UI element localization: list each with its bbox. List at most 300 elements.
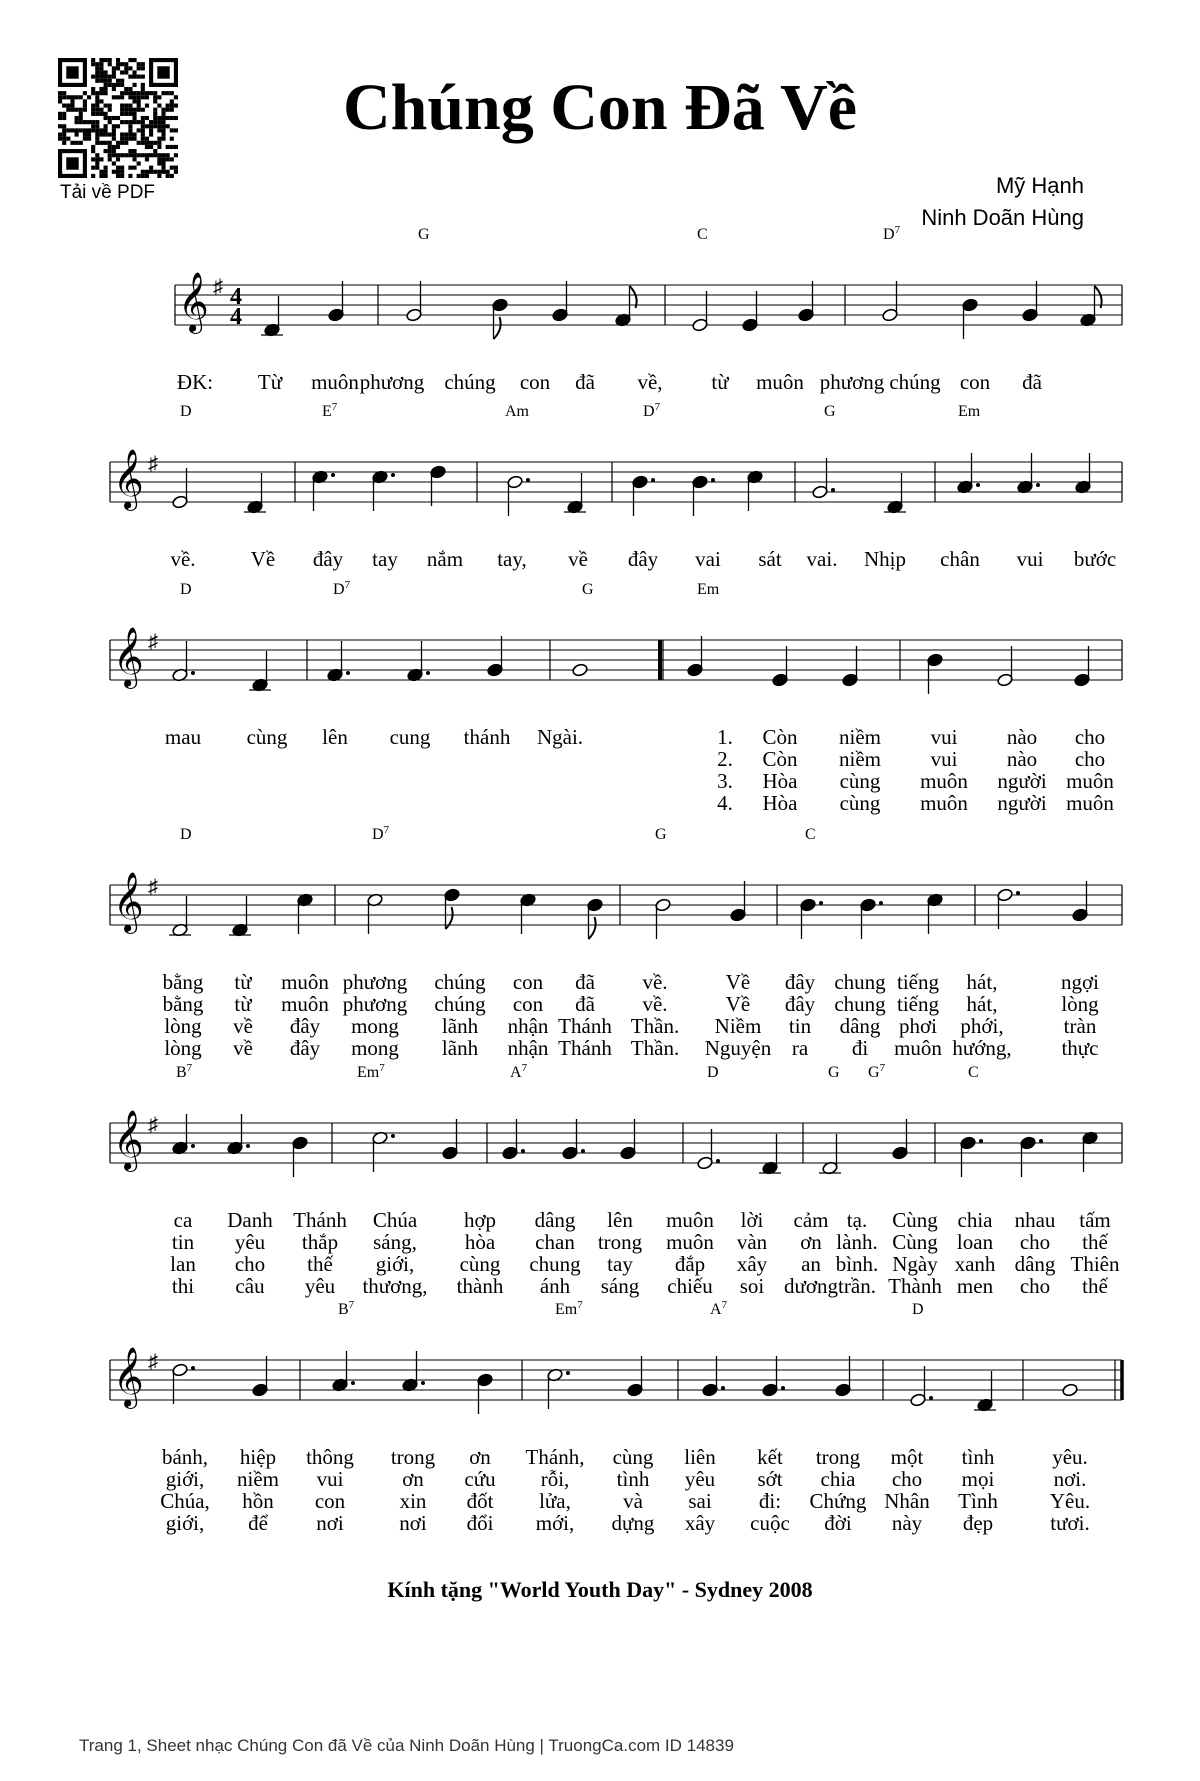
note-flag	[589, 917, 596, 939]
lyric-syllable: người	[997, 791, 1047, 815]
lyric-syllable: Nguyện	[704, 1036, 772, 1060]
lyric-syllable: dương	[784, 1274, 838, 1298]
lyric-syllable: lan	[170, 1252, 196, 1276]
note-head	[552, 308, 569, 322]
note-head	[587, 898, 604, 912]
note-head	[1020, 1136, 1037, 1150]
lyric-syllable: Nhịp	[864, 547, 906, 571]
lyric-syllable: vui	[1016, 547, 1044, 571]
lyric-syllable: tay,	[497, 547, 527, 571]
note-head	[492, 298, 509, 312]
lyric-syllable: thánh	[463, 725, 511, 749]
lyric-syllable: ơn	[402, 1467, 424, 1491]
lyric-syllable: lòng	[164, 1014, 202, 1038]
chord-symbol: $D^7$	[643, 401, 661, 420]
note-head	[1072, 908, 1089, 922]
augmentation-dot	[421, 1381, 425, 1385]
chord-symbol: $D^7$	[372, 824, 390, 843]
lyric-syllable: một	[890, 1445, 924, 1469]
lyric-syllable: niềm	[839, 725, 881, 749]
augmentation-dot	[1036, 483, 1040, 487]
augmentation-dot	[721, 1386, 725, 1390]
lyric-syllable: tươi.	[1050, 1511, 1090, 1535]
time-signature-top: 4	[230, 284, 242, 310]
lyric-syllable: chiếu	[667, 1274, 713, 1298]
lyric-syllable: cho	[1019, 1230, 1051, 1254]
lyric-syllable: hồn	[242, 1489, 274, 1513]
lyric-syllable: thế	[307, 1252, 333, 1276]
augmentation-dot	[819, 901, 823, 905]
note-head	[997, 888, 1014, 902]
treble-clef: 𝄞	[178, 274, 209, 331]
note-head	[962, 298, 979, 312]
lyric-syllable: muôn	[920, 791, 968, 815]
lyric-syllable: xanh	[954, 1252, 996, 1276]
lyric-syllable: an	[801, 1252, 821, 1276]
chord-symbol: C	[968, 1064, 979, 1081]
lyric-syllable: trong	[815, 1445, 861, 1469]
lyric-syllable: cho	[1074, 747, 1106, 771]
music-system-3	[110, 579, 1122, 815]
lyric-syllable: nhận	[507, 1036, 549, 1060]
lyric-syllable: muôn	[1066, 791, 1114, 815]
lyric-syllable: sai	[688, 1489, 712, 1513]
lyric-syllable: muôn	[281, 970, 329, 994]
note-flag	[494, 317, 501, 339]
lyric-syllable: soi	[739, 1274, 765, 1298]
note-head	[562, 1146, 579, 1160]
song-title: Chúng Con Đã Về	[342, 71, 858, 144]
lyric-syllable: cho	[891, 1467, 923, 1491]
lyric-syllable: đã	[575, 370, 595, 394]
lyric-syllable: đây	[312, 547, 344, 571]
lyric-syllable: muôn	[281, 992, 329, 1016]
note-head	[702, 1383, 719, 1397]
augmentation-dot	[979, 1139, 983, 1143]
lyric-syllable: Chúa	[372, 1208, 418, 1232]
lyric-syllable: chung	[529, 1252, 581, 1276]
lyric-syllable: bằng	[162, 970, 204, 994]
lyric-syllable: liên	[684, 1445, 716, 1469]
chord-symbol: D	[180, 403, 192, 420]
lyric-syllable: chúng	[444, 370, 496, 394]
lyric-syllable: men	[956, 1274, 994, 1298]
lyric-syllable: đốt	[466, 1489, 494, 1513]
augmentation-dot	[521, 1149, 525, 1153]
lyric-syllable: Nhân	[884, 1489, 930, 1513]
lyric-syllable: phương	[359, 370, 425, 394]
chord-symbol: Em	[958, 403, 981, 420]
note-head	[172, 1363, 189, 1377]
lyric-syllable: nào	[1006, 725, 1038, 749]
treble-clef: 𝄞	[113, 874, 144, 931]
treble-clef: 𝄞	[113, 629, 144, 686]
lyric-syllable: tràn	[1063, 1014, 1097, 1038]
lyric-syllable: bình.	[835, 1252, 879, 1276]
lyric-syllable: cho	[1074, 725, 1106, 749]
note-head	[882, 308, 899, 322]
lyric-syllable: Thần.	[630, 1036, 680, 1060]
lyric-syllable: loan	[956, 1230, 994, 1254]
augmentation-dot	[1016, 891, 1020, 895]
lyric-syllable: Hòa	[762, 769, 798, 793]
note-head	[812, 485, 829, 499]
chord-symbol: $G^7$	[868, 1062, 886, 1081]
lyric-syllable: mong	[351, 1036, 399, 1060]
chord-symbol: D	[912, 1301, 924, 1318]
lyric-syllable: dâng	[534, 1208, 576, 1232]
note-head	[860, 898, 877, 912]
lyric-syllable: vai.	[806, 547, 838, 571]
lyric-syllable: Thánh	[558, 1014, 612, 1038]
lyric-syllable: tạ.	[846, 1208, 868, 1232]
lyric-syllable: Thiên	[1070, 1252, 1120, 1276]
lyric-syllable: thi	[171, 1274, 195, 1298]
lyric-syllable: giới,	[165, 1511, 205, 1535]
lyric-syllable: dâng	[1014, 1252, 1056, 1276]
lyricist: Mỹ Hạnh	[995, 173, 1084, 198]
lyric-syllable: muôn	[311, 370, 359, 394]
lyric-syllable: cuộc	[750, 1511, 790, 1535]
lyric-syllable: đã	[575, 992, 595, 1016]
lyric-syllable: Còn	[762, 725, 798, 749]
lyric-syllable: chúng	[434, 970, 486, 994]
lyric-syllable: cùng	[246, 725, 288, 749]
augmentation-dot	[581, 1149, 585, 1153]
lyric-syllable: bánh,	[161, 1445, 209, 1469]
key-signature-sharp: ♯	[148, 1351, 158, 1373]
lyric-syllable: vui	[930, 725, 958, 749]
lyric-syllable: người	[997, 769, 1047, 793]
note-head	[1074, 673, 1091, 687]
key-signature-sharp: ♯	[148, 876, 158, 898]
lyric-syllable: từ	[234, 992, 252, 1016]
lyric-syllable: cung	[389, 725, 431, 749]
lyric-syllable: vui	[316, 1467, 344, 1491]
lyric-syllable: giới,	[375, 1252, 415, 1276]
lyric-syllable: lời	[740, 1208, 764, 1232]
augmentation-dot	[426, 671, 430, 675]
lyric-syllable: tay	[607, 1252, 633, 1276]
lyric-syllable: tình	[616, 1467, 650, 1491]
note-head	[444, 888, 461, 902]
lyric-syllable: trần.	[838, 1274, 876, 1298]
lyric-syllable: dâng	[839, 1014, 881, 1038]
lyric-syllable: Còn	[762, 747, 798, 771]
lyric-syllable: yêu	[684, 1467, 716, 1491]
composer: Ninh Doãn Hùng	[921, 205, 1084, 230]
lyric-syllable: thế	[1082, 1230, 1108, 1254]
lyric-syllable: hòa	[464, 1230, 496, 1254]
augmentation-dot	[831, 488, 835, 492]
note-head	[692, 318, 709, 332]
lyric-syllable: phới,	[960, 1014, 1004, 1038]
lyric-syllable: rỗi,	[540, 1467, 570, 1491]
lyric-syllable: bước	[1073, 547, 1117, 571]
lyric-syllable: đã	[1022, 370, 1042, 394]
lyric-syllable: Về	[725, 992, 751, 1016]
note-head	[627, 1383, 644, 1397]
lyric-syllable: trong	[390, 1445, 436, 1469]
lyric-syllable: đổi	[466, 1511, 494, 1535]
chord-symbol: G	[824, 403, 836, 420]
music-system-2	[110, 401, 1122, 571]
note-head	[730, 908, 747, 922]
augmentation-dot	[351, 1381, 355, 1385]
lyric-syllable: 3.	[717, 769, 733, 793]
lyric-syllable: muôn	[666, 1208, 714, 1232]
augmentation-dot	[391, 1134, 395, 1138]
note-head	[632, 475, 649, 489]
chord-symbol: $D^7$	[883, 224, 901, 243]
note-head	[910, 1393, 927, 1407]
lyric-syllable: lãnh	[441, 1014, 479, 1038]
note-head	[772, 673, 789, 687]
lyric-syllable: Về	[250, 547, 276, 571]
lyric-syllable: mọi	[961, 1467, 995, 1491]
augmentation-dot	[391, 473, 395, 477]
note-head	[507, 475, 524, 489]
music-system-1	[175, 224, 1122, 394]
note-head	[927, 653, 944, 667]
lyric-syllable: đã	[575, 970, 595, 994]
lyric-syllable: Chứng	[809, 1489, 867, 1513]
augmentation-dot	[1039, 1139, 1043, 1143]
lyric-syllable: đây	[627, 547, 659, 571]
lyric-syllable: con	[314, 1489, 346, 1513]
lyric-syllable: Cùng	[892, 1230, 938, 1254]
lyric-syllable: thắp	[301, 1230, 339, 1254]
lyric-syllable: nơi.	[1053, 1467, 1087, 1491]
note-head	[655, 898, 672, 912]
note-head	[960, 1136, 977, 1150]
lyric-syllable: câu	[235, 1274, 265, 1298]
lyric-syllable: đẹp	[962, 1511, 994, 1535]
lyric-syllable: phương	[342, 970, 408, 994]
lyric-syllable: thế	[1082, 1274, 1108, 1298]
lyric-syllable: ơn	[469, 1445, 491, 1469]
lyric-syllable: kết	[757, 1445, 783, 1469]
lyric-syllable: giới,	[165, 1467, 205, 1491]
chord-symbol: C	[697, 226, 708, 243]
lyric-syllable: thực	[1061, 1036, 1099, 1060]
lyric-syllable: nơi	[399, 1511, 427, 1535]
note-head	[687, 663, 704, 677]
lyric-syllable: vui	[930, 747, 958, 771]
lyric-syllable: mau	[164, 725, 202, 749]
lyric-syllable: chia	[820, 1467, 856, 1491]
chord-symbol: $A^7$	[710, 1299, 728, 1318]
lyric-syllable: phương	[342, 992, 408, 1016]
lyric-syllable: muôn	[756, 370, 804, 394]
note-head	[697, 1156, 714, 1170]
lyric-syllable: đi:	[758, 1489, 782, 1513]
lyric-syllable: phương	[819, 370, 885, 394]
lyric-syllable: 4.	[717, 791, 733, 815]
note-flag	[446, 907, 453, 929]
lyric-syllable: lòng	[164, 1036, 202, 1060]
augmentation-dot	[976, 483, 980, 487]
lyric-syllable: Thành	[888, 1274, 942, 1298]
lyric-syllable: tấm	[1079, 1208, 1111, 1232]
lyric-syllable: 2.	[717, 747, 733, 771]
lyric-syllable: nào	[1006, 747, 1038, 771]
lyric-syllable: Thánh	[558, 1036, 612, 1060]
lyric-syllable: đây	[784, 992, 816, 1016]
lyric-syllable: nắm	[426, 547, 464, 571]
lyric-syllable: về.	[642, 970, 668, 994]
note-head	[430, 465, 447, 479]
treble-clef: 𝄞	[113, 1349, 144, 1406]
lyric-syllable: Danh	[227, 1208, 273, 1232]
lyric-syllable: tình	[961, 1445, 995, 1469]
lyric-syllable: Tình	[958, 1489, 998, 1513]
lyric-syllable: ánh	[539, 1274, 571, 1298]
lyric-syllable: đi	[851, 1036, 869, 1060]
lyric-syllable: từ	[234, 970, 252, 994]
lyric-syllable: Ngày	[892, 1252, 938, 1276]
chord-symbol: Em	[697, 581, 720, 598]
note-head	[892, 1146, 909, 1160]
lyric-syllable: xây	[736, 1252, 768, 1276]
augmentation-dot	[716, 1159, 720, 1163]
lyric-syllable: này	[891, 1511, 923, 1535]
note-head	[762, 1383, 779, 1397]
lyric-syllable: trong	[597, 1230, 643, 1254]
lyric-syllable: chân	[940, 547, 980, 571]
note-head	[742, 318, 759, 332]
lyric-syllable: con	[512, 992, 544, 1016]
lyric-syllable: con	[519, 370, 551, 394]
lyric-syllable: mới,	[535, 1511, 575, 1535]
lyric-syllable: phơi	[899, 1014, 937, 1038]
chord-symbol: G	[655, 826, 667, 843]
lyric-syllable: muôn	[920, 769, 968, 793]
lyric-syllable: mong	[351, 1014, 399, 1038]
lyric-syllable: ra	[791, 1036, 809, 1060]
note-head	[487, 663, 504, 677]
chord-symbol: $E^7$	[322, 401, 338, 420]
lyric-syllable: dựng	[611, 1511, 655, 1535]
note-head	[842, 673, 859, 687]
lyric-syllable: muôn	[666, 1230, 714, 1254]
lyric-syllable: về,	[637, 370, 663, 394]
music-system-5	[110, 1062, 1122, 1298]
lyric-syllable: tin	[788, 1014, 812, 1038]
lyric-syllable: nhau	[1014, 1208, 1056, 1232]
note-head	[477, 1373, 494, 1387]
treble-clef: 𝄞	[113, 451, 144, 508]
note-head	[1062, 1383, 1079, 1397]
note-head	[406, 308, 423, 322]
note-head	[572, 663, 589, 677]
lyric-syllable: con	[959, 370, 991, 394]
lyric-syllable: cứu	[464, 1467, 496, 1491]
lyric-syllable: lên	[322, 725, 348, 749]
lyric-syllable: lửa,	[539, 1489, 571, 1513]
lyric-syllable: niềm	[839, 747, 881, 771]
key-signature-sharp: ♯	[213, 276, 223, 298]
augmentation-dot	[331, 473, 335, 477]
lyric-syllable: lãnh	[441, 1036, 479, 1060]
lyric-syllable: về	[233, 1014, 253, 1038]
lyric-syllable: tin	[171, 1230, 195, 1254]
augmentation-dot	[651, 478, 655, 482]
lyric-syllable: Chúa,	[160, 1489, 210, 1513]
lyric-syllable: đời	[824, 1511, 852, 1535]
chord-symbol: C	[805, 826, 816, 843]
lyric-syllable: sớt	[757, 1467, 783, 1491]
lyric-syllable: Ngài.	[536, 725, 584, 749]
time-signature-bottom: 4	[230, 304, 242, 330]
lyric-syllable: về.	[170, 547, 196, 571]
lyric-syllable: vàn	[736, 1230, 768, 1254]
lyric-syllable: cùng	[612, 1445, 654, 1469]
music-system-4	[110, 824, 1122, 1060]
chord-symbol: $A^7$	[510, 1062, 528, 1081]
lyric-syllable: tiếng	[897, 970, 939, 994]
lyric-syllable: Hòa	[762, 791, 798, 815]
lyric-syllable: sáng	[600, 1274, 640, 1298]
lyric-syllable: hướng,	[952, 1036, 1012, 1060]
download-pdf-link[interactable]: Tải về PDF	[60, 182, 156, 203]
lyric-syllable: hiệp	[239, 1445, 277, 1469]
lyric-syllable: thương,	[362, 1274, 428, 1298]
key-signature-sharp: ♯	[148, 453, 158, 475]
dedication: Kính tặng "World Youth Day" - Sydney 2008	[387, 1577, 813, 1602]
lyric-syllable: ĐK:	[176, 370, 214, 394]
note-head	[1022, 308, 1039, 322]
lyric-syllable: hát,	[966, 970, 998, 994]
lyric-syllable: từ	[711, 370, 729, 394]
lyric-syllable: về.	[642, 992, 668, 1016]
lyric-syllable: cho	[234, 1252, 266, 1276]
lyric-syllable: chung	[834, 992, 886, 1016]
lyric-syllable: lành.	[836, 1230, 878, 1254]
augmentation-dot	[191, 1144, 195, 1148]
augmentation-dot	[246, 1144, 250, 1148]
augmentation-dot	[566, 1371, 570, 1375]
note-head	[620, 1146, 637, 1160]
lyric-syllable: lòng	[1061, 992, 1099, 1016]
note-head	[442, 1146, 459, 1160]
lyric-syllable: chúng	[889, 370, 941, 394]
lyric-syllable: sáng,	[373, 1230, 417, 1254]
page-footer: Trang 1, Sheet nhạc Chúng Con đã Về của Ninh Doãn Hùng | TruongCa.com ID 14839	[79, 1736, 734, 1755]
lyric-syllable: cùng	[839, 791, 881, 815]
lyric-syllable: Từ	[257, 370, 283, 394]
chord-symbol: G	[418, 226, 430, 243]
lyric-syllable: sát	[758, 547, 782, 571]
lyric-syllable: hợp	[463, 1208, 497, 1232]
lyric-syllable: chan	[535, 1230, 575, 1254]
lyric-syllable: tiếng	[897, 992, 939, 1016]
lyric-syllable: chung	[834, 970, 886, 994]
lyric-syllable: niềm	[237, 1467, 279, 1491]
lyric-syllable: cùng	[459, 1252, 501, 1276]
lyric-syllable: nơi	[316, 1511, 344, 1535]
lyric-syllable: ơn	[800, 1230, 822, 1254]
chord-symbol: D	[707, 1064, 719, 1081]
note-head	[692, 475, 709, 489]
lyric-syllable: hát,	[966, 992, 998, 1016]
lyric-syllable: thông	[306, 1445, 354, 1469]
lyric-syllable: nhận	[507, 1014, 549, 1038]
lyric-syllable: chúng	[434, 992, 486, 1016]
note-head	[798, 308, 815, 322]
lyric-syllable: Thần.	[630, 1014, 680, 1038]
note-head	[835, 1383, 852, 1397]
